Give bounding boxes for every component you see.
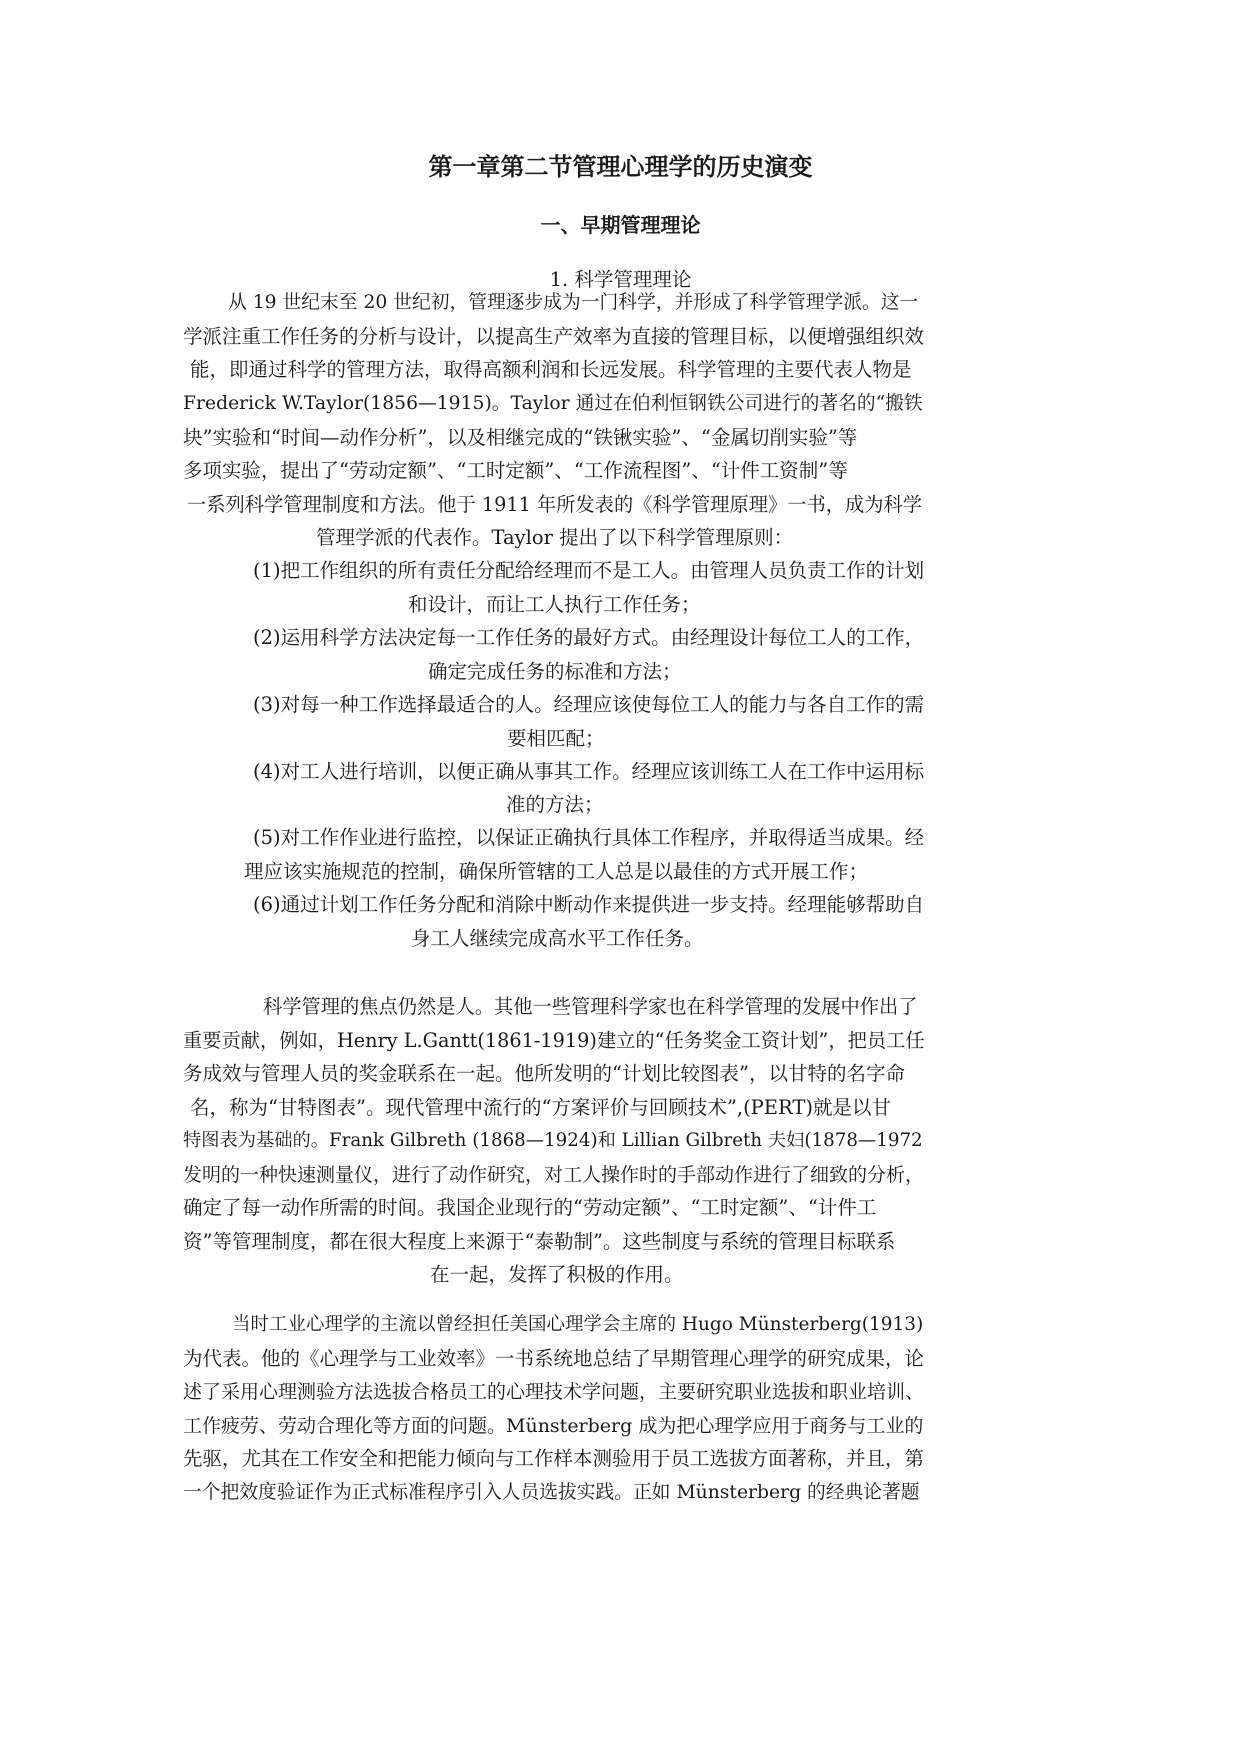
text-line: 当时工业心理学的主流以曾经担任美国心理学会主席的 Hugo Münsterberg(1913)	[232, 1314, 924, 1335]
list-item: (5)对工作作业进行监控，以保证正确执行具体工作程序，并取得适当成果。经	[253, 826, 925, 849]
list-item: 身工人继续完成高水平工作任务。	[411, 927, 704, 950]
text-line: 学派注重工作任务的分析与设计，以提高生产效率为直接的管理目标，以便增强组织效	[183, 325, 925, 348]
text-line: 工作疲劳、劳动合理化等方面的问题。Münsterberg 成为把心理学应用于商务与工业的	[183, 1415, 924, 1437]
list-item: 要相匹配；	[507, 727, 605, 750]
text-line: 多项实验，提出了“劳动定额”、“工时定额”、“工作流程图”、“计件工资制”等	[183, 459, 848, 482]
list-item: (4)对工人进行培训，以便正确从事其工作。经理应该训练工人在工作中运用标	[253, 760, 925, 783]
list-item: 理应该实施规范的控制，确保所管辖的工人总是以最佳的方式开展工作；	[244, 860, 869, 883]
text-line: 特图表为基础的。Frank Gilbreth (1868—1924)和 Lillian Gilbreth 夫妇(1878—1972	[183, 1130, 923, 1151]
text-line: 名，称为“甘特图表”。现代管理中流行的“方案评价与回顾技术”,(PERT)就是以甘	[190, 1096, 891, 1119]
list-item: (1)把工作组织的所有责任分配给经理而不是工人。由管理人员负责工作的计划	[253, 559, 925, 582]
text-line: 述了采用心理测验方法选拔合格员工的心理技术学问题，主要研究职业选拔和职业培训、	[183, 1381, 925, 1403]
list-item: (2)运用科学方法决定每一工作任务的最好方式。由经理设计每位工人的工作，	[253, 626, 925, 649]
text-line: 科学管理的焦点仍然是人。其他一些管理科学家也在科学管理的发展中作出了	[263, 995, 918, 1018]
subsection-heading: 1. 科学管理理论	[549, 268, 692, 291]
text-line: 为代表。他的《心理学与工业效率》一书系统地总结了早期管理心理学的研究成果，论	[183, 1347, 925, 1370]
text-line: 确定了每一动作所需的时间。我国企业现行的“劳动定额”、“工时定额”、“计件工	[183, 1196, 877, 1219]
text-line: 务成效与管理人员的奖金联系在一起。他所发明的“计划比较图表”，以甘特的名字命	[183, 1062, 905, 1085]
text-line: 重要贡献，例如，Henry L.Gantt(1861-1919)建立的“任务奖金工资计划”，把员工任	[183, 1029, 925, 1052]
text-line: Frederick W.Taylor(1856—1915)。Taylor 通过在伯利恒钢铁公司进行的著名的“搬铁	[183, 393, 923, 414]
text-line: 先驱，尤其在工作安全和把能力倾向与工作样本测验用于员工选拔方面著称，并且，第	[183, 1447, 925, 1470]
page-title: 第一章第二节管理心理学的历史演变	[428, 152, 813, 181]
list-item: 准的方法；	[506, 793, 604, 816]
text-line: 一系列科学管理制度和方法。他于 1911 年所发表的《科学管理原理》一书，成为科学	[187, 493, 922, 516]
list-item: (6)通过计划工作任务分配和消除中断动作来提供进一步支持。经理能够帮助自	[253, 893, 925, 916]
list-item: 确定完成任务的标准和方法；	[428, 660, 682, 683]
list-item: 和设计，而让工人执行工作任务；	[408, 593, 701, 616]
text-line: 在一起，发挥了积极的作用。	[430, 1263, 684, 1286]
text-line: 从 19 世纪末至 20 世纪初，管理逐步成为一门科学，并形成了科学管理学派。这一	[228, 292, 919, 313]
text-line: 发明的一种快速测量仪，进行了动作研究，对工人操作时的手部动作进行了细致的分析，	[183, 1164, 925, 1186]
text-line: 管理学派的代表作。Taylor 提出了以下科学管理原则：	[316, 526, 794, 549]
text-line: 资”等管理制度，都在很大程度上来源于“泰勒制”。这些制度与系统的管理目标联系	[183, 1230, 896, 1253]
text-line: 一个把效度验证作为正式标准程序引入人员选拔实践。正如 Münsterberg 的经典论著题	[183, 1482, 920, 1503]
section-heading: 一、早期管理理论	[540, 213, 701, 237]
text-line: 块”实验和“时间—动作分析”，以及相继完成的“铁锹实验”、“金属切削实验”等	[183, 426, 858, 449]
text-line: 能，即通过科学的管理方法，取得高额利润和长远发展。科学管理的主要代表人物是	[190, 358, 912, 381]
list-item: (3)对每一种工作选择最适合的人。经理应该使每位工人的能力与各自工作的需	[253, 693, 925, 716]
